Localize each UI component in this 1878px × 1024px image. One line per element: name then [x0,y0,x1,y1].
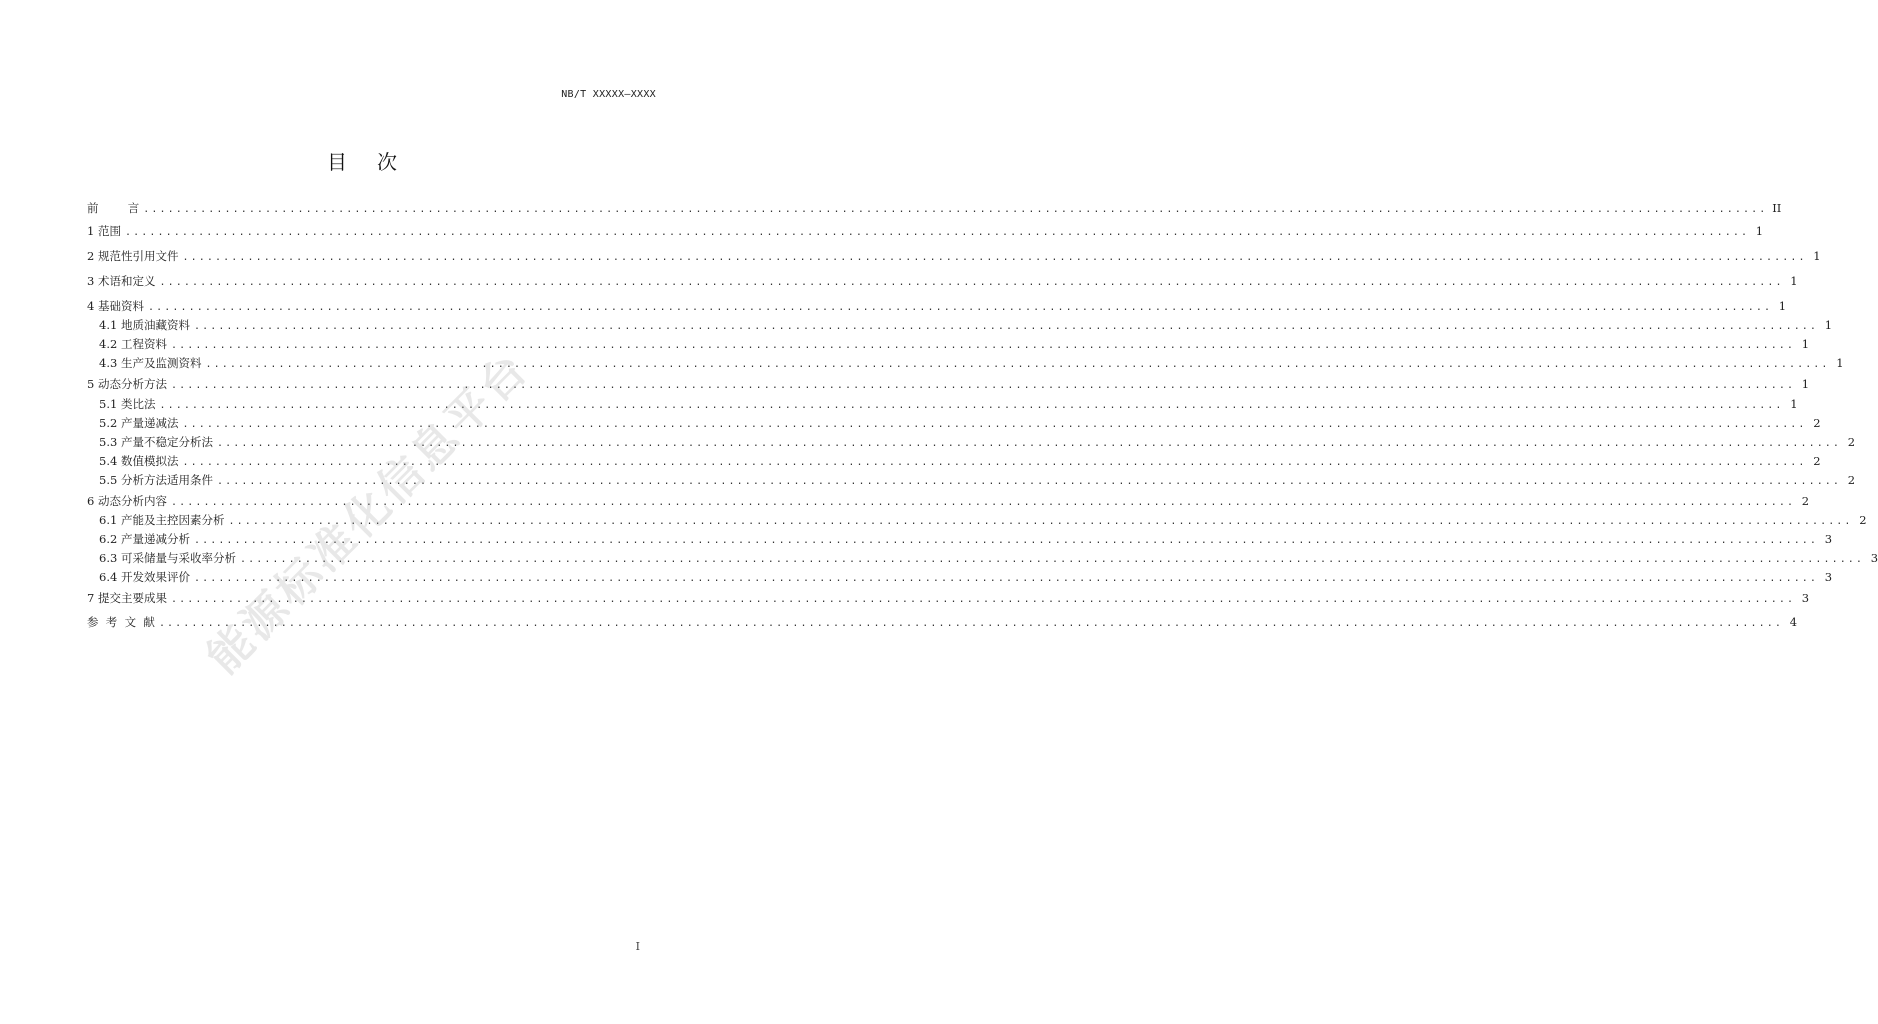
dot-leader: ........................................................................................................................................................................................................ [193,321,1819,332]
toc-entry[interactable] [87,200,1782,216]
toc-entry-label: 4.3 生产及监测资料 [99,356,202,370]
toc-entry-page: 3 [1801,591,1810,605]
dot-leader: ........................................................................................................................................................................................................ [159,277,1784,288]
toc-entry-label: 1 范围 [87,224,121,238]
toc-entry-label: 6.4 开发效果评价 [99,570,190,584]
toc-entry-page: 2 [1813,416,1821,430]
toc-entry-label: 参 考 文 献 [87,615,155,629]
toc-entry[interactable] [87,550,1878,566]
dot-leader: ........................................................................................................................................................................................................ [182,252,1807,263]
toc-entry-label: 5 动态分析方法 [87,377,167,391]
toc-entry-page: 1 [1778,299,1787,313]
toc-entry-page: 1 [1801,337,1810,351]
toc-entry-page: 1 [1755,224,1764,238]
toc-entry[interactable] [87,376,1810,392]
toc-entry-page: 1 [1790,274,1798,288]
toc-entry-page: 3 [1824,570,1833,584]
dot-leader: ........................................................................................................................................................................................................ [170,594,1796,605]
toc-entry-label: 3 术语和定义 [87,274,156,288]
toc-entry-label: 4.1 地质油藏资料 [99,318,190,332]
toc-entry-page: 2 [1813,454,1821,468]
dot-leader: ........................................................................................................................................................................................................ [170,340,1796,351]
toc-entry-label: 4.2 工程资料 [99,337,167,351]
toc-entry-label: 6.3 可采储量与采收率分析 [99,551,236,565]
dot-leader: ........................................................................................................................................................................................................ [124,227,1750,238]
dot-leader: ........................................................................................................................................................................................................ [143,204,1768,215]
toc-entry[interactable] [87,223,1764,239]
dot-leader: ........................................................................................................................................................................................................ [182,457,1807,468]
toc-entry-page: 1 [1801,377,1810,391]
toc-entry[interactable] [87,317,1833,333]
toc-entry-label: 5.3 产量不稳定分析法 [99,435,213,449]
toc-entry-page: 2 [1801,494,1810,508]
dot-leader: ........................................................................................................................................................................................................ [170,497,1796,508]
toc-entry-page: 2 [1847,435,1856,449]
dot-leader: ........................................................................................................................................................................................................ [239,554,1865,565]
toc-entry-label: 前 言 [87,201,140,215]
toc-entry-label: 2 规范性引用文件 [87,249,179,263]
toc-entry-label: 5.1 类比法 [99,397,156,411]
toc-entry-page: II [1772,201,1782,215]
dot-leader: ........................................................................................................................................................................................................ [147,302,1773,313]
dot-leader: ........................................................................................................................................................................................................ [216,438,1842,449]
toc-entry-label: 6.2 产量递减分析 [99,532,190,546]
toc-entry-page: 1 [1813,249,1821,263]
toc-entry[interactable] [87,298,1787,314]
toc-entry[interactable] [87,355,1844,371]
dot-leader: ........................................................................................................................................................................................................ [193,573,1819,584]
toc-entry-label: 5.5 分析方法适用条件 [99,473,213,487]
dot-leader: ........................................................................................................................................................................................................ [205,359,1830,370]
dot-leader: ........................................................................................................................................................................................................ [228,516,1853,527]
dot-leader: ........................................................................................................................................................................................................ [158,618,1784,629]
toc-entry-page: 4 [1789,615,1798,629]
toc-entry-page: 1 [1824,318,1833,332]
dot-leader: ........................................................................................................................................................................................................ [159,400,1784,411]
dot-leader: ........................................................................................................................................................................................................ [170,380,1796,391]
toc-entry[interactable] [87,248,1821,264]
standard-code: NB/T XXXXX—XXXX [561,89,656,100]
toc-entry-page: 2 [1859,513,1867,527]
toc-entry[interactable] [87,273,1798,289]
toc-entry-label: 7 提交主要成果 [87,591,167,605]
watermark: 能源标准化信息平台 [197,342,540,684]
toc-entry-page: 1 [1836,356,1844,370]
toc-entry-page: 1 [1790,397,1798,411]
toc-entry-page: 2 [1847,473,1856,487]
toc-entry[interactable] [87,614,1798,630]
toc-entry-label: 6.1 产能及主控因素分析 [99,513,225,527]
toc-entry-label: 4 基础资料 [87,299,144,313]
toc-entry-page: 3 [1824,532,1833,546]
dot-leader: ........................................................................................................................................................................................................ [193,535,1819,546]
toc-entry[interactable] [87,569,1833,585]
page-number: I [635,940,640,953]
toc-entry[interactable] [87,336,1810,352]
toc-entry-label: 5.4 数值模拟法 [99,454,179,468]
toc-entry-page: 3 [1870,551,1878,565]
dot-leader: ........................................................................................................................................................................................................ [182,419,1807,430]
toc-entry[interactable] [87,434,1856,450]
dot-leader: ........................................................................................................................................................................................................ [216,476,1842,487]
toc-entry[interactable] [87,590,1810,606]
page-title: 目次 [327,150,427,174]
toc-entry[interactable] [87,415,1821,431]
toc-entry-label: 6 动态分析内容 [87,494,167,508]
toc-entry[interactable] [87,396,1798,412]
toc-entry-label: 5.2 产量递减法 [99,416,179,430]
